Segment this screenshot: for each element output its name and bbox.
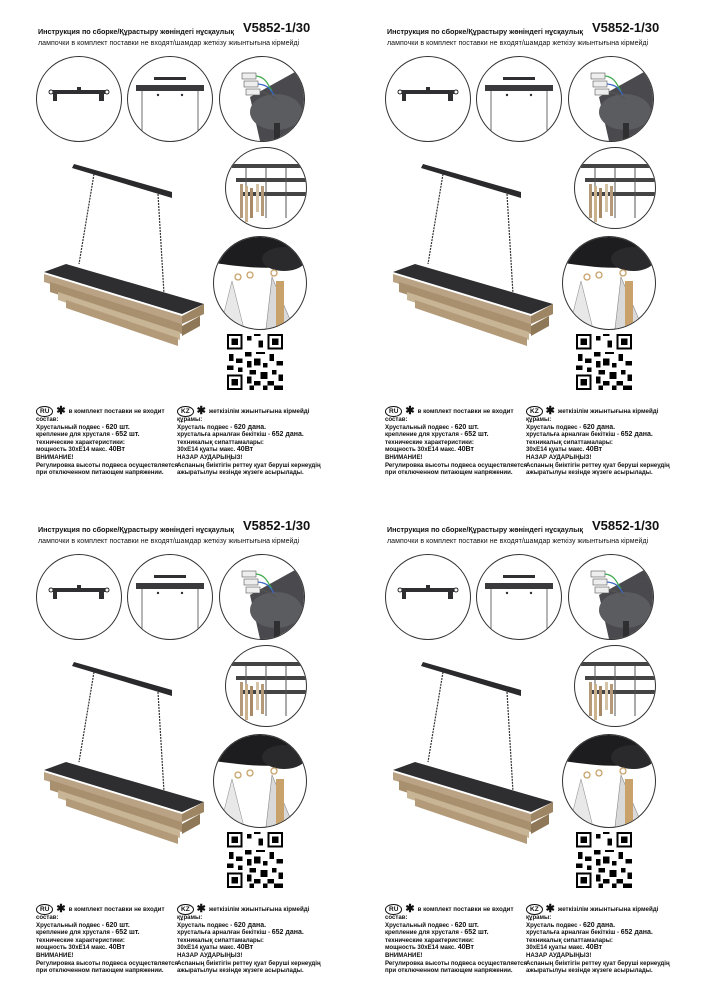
spec-line: крепление для хрусталя - 652 шт. [385, 929, 489, 937]
spec-line: состав: [385, 416, 408, 423]
spec-line: при отключенном питающем напряжении. [36, 469, 164, 477]
wiring-illustration [219, 554, 305, 640]
wiring-icon [220, 555, 304, 639]
model-number: V5852-1/30 [592, 518, 660, 533]
ru-specs [36, 416, 178, 477]
spec-line: технические характеристики: [385, 438, 474, 446]
kz-note-text: жеткізілім жиынтығына кірмейді [208, 906, 310, 913]
ru-note-text: в комплект поставки не входит [417, 408, 514, 415]
subtitle: лампочки в комплект поставки не входят/шамдар жеткізу жиынтығына кірмейді [38, 538, 300, 545]
spec-line: техникалық сипаттамалары: [526, 438, 613, 446]
title: Инструкция по сборке/Құрастыру жөніндегі нұсқаулық [38, 525, 234, 534]
kz-note-text: жеткізілім жиынтығына кірмейді [557, 408, 659, 415]
ceiling-plate-illustration [127, 56, 213, 142]
spec-line: құрамы: [526, 416, 552, 423]
spec-line: Регулировка высоты подвеса осуществляется [36, 461, 179, 469]
hook-detail-icon [563, 735, 655, 827]
subtitle: лампочки в комплект поставки не входят/шамдар жеткізу жиынтығына кірмейді [387, 40, 649, 47]
qr-code-icon [576, 832, 632, 888]
spec-line: 30хЕ14 қуаты макс. 40Вт [526, 446, 603, 454]
spec-line: Аспаның биіктігін реттеу қуат беруші кернеудің [177, 461, 321, 469]
chandelier-illustration [32, 652, 212, 848]
asterisk-icon: ✱ [545, 405, 555, 417]
chandelier-illustration [381, 652, 561, 848]
spec-line: крепление для хрусталя - 652 шт. [36, 431, 140, 439]
instruction-sheet [363, 14, 703, 504]
subtitle: лампочки в комплект поставки не входят/шамдар жеткізу жиынтығына кірмейді [38, 40, 300, 47]
spec-line: Регулировка высоты подвеса осуществляется [385, 959, 528, 967]
spec-line: ажыратылуы кезінде жүзеге асырылады. [526, 469, 653, 477]
spec-line: ажыратылуы кезінде жүзеге асырылады. [177, 967, 304, 975]
wiring-icon [569, 57, 653, 141]
model-number: V5852-1/30 [243, 518, 311, 533]
mounting-bar-icon [37, 57, 121, 141]
mounting-bar-icon [386, 555, 470, 639]
spec-line: Хрусталь подвес - 620 дана. [177, 921, 267, 929]
spec-line: состав: [36, 914, 59, 921]
spec-line: Хрусталь подвес - 620 дана. [526, 921, 616, 929]
spec-line: 30хЕ14 қуаты макс. 40Вт [177, 944, 254, 952]
spec-line: хрустальға арналған бекіткіш - 652 дана. [526, 431, 653, 439]
spec-line: состав: [36, 416, 59, 423]
spec-line: 30хЕ14 қуаты макс. 40Вт [526, 944, 603, 952]
spec-line: техникалық сипаттамалары: [177, 438, 264, 446]
wiring-icon [569, 555, 653, 639]
spec-line: мощность 30хЕ14 макс. 40Вт [36, 944, 125, 952]
spec-line: мощность 30хЕ14 макс. 40Вт [385, 944, 474, 952]
ru-note-text: в комплект поставки не входит [417, 906, 514, 913]
mounting-bar-illustration [36, 554, 122, 640]
spec-line: состав: [385, 914, 408, 921]
mounting-bar-illustration [385, 56, 471, 142]
ru-specs [385, 914, 527, 975]
spec-line: хрустальға арналған бекіткіш - 652 дана. [526, 929, 653, 937]
crystal-frame-icon [575, 148, 655, 228]
wiring-illustration [568, 56, 654, 142]
kz-note-text: жеткізілім жиынтығына кірмейді [557, 906, 659, 913]
instruction-sheet [363, 512, 703, 1002]
hook-detail-illustration [562, 236, 656, 330]
asterisk-icon: ✱ [405, 405, 415, 417]
ru-badge: RU [385, 904, 402, 915]
asterisk-icon: ✱ [196, 903, 206, 915]
spec-line: ВНИМАНИЕ! [385, 951, 423, 959]
spec-line: технические характеристики: [36, 438, 125, 446]
spec-line: ажыратылуы кезінде жүзеге асырылады. [177, 469, 304, 477]
spec-line: при отключенном питающем напряжении. [385, 967, 513, 975]
wiring-icon [220, 57, 304, 141]
spec-line: ВНИМАНИЕ! [385, 453, 423, 461]
qr-code-icon [227, 832, 283, 888]
spec-line: Хрусталь подвес - 620 дана. [526, 423, 616, 431]
wiring-illustration [568, 554, 654, 640]
ceiling-plate-illustration [476, 56, 562, 142]
hook-detail-illustration [562, 734, 656, 828]
crystal-frame-illustration [225, 645, 307, 727]
spec-line: НАЗАР АУДАРЫҢЫЗ! [177, 453, 243, 461]
crystal-frame-illustration [225, 147, 307, 229]
title: Инструкция по сборке/Құрастыру жөніндегі нұсқаулық [38, 27, 234, 36]
title: Инструкция по сборке/Құрастыру жөніндегі нұсқаулық [387, 27, 583, 36]
spec-line: ВНИМАНИЕ! [36, 951, 74, 959]
spec-line: крепление для хрусталя - 652 шт. [385, 431, 489, 439]
ceiling-plate-icon [128, 555, 212, 639]
spec-line: крепление для хрусталя - 652 шт. [36, 929, 140, 937]
kz-badge: KZ [526, 406, 543, 417]
kz-specs [526, 914, 670, 975]
spec-line: ВНИМАНИЕ! [36, 453, 74, 461]
spec-line: Хрустальный подвес - 620 шт. [385, 921, 479, 929]
spec-line: Аспаның биіктігін реттеу қуат беруші кернеудің [526, 461, 670, 469]
asterisk-icon: ✱ [56, 405, 66, 417]
spec-line: құрамы: [526, 914, 552, 921]
spec-line: құрамы: [177, 914, 203, 921]
spec-line: хрустальға арналған бекіткіш - 652 дана. [177, 929, 304, 937]
spec-line: Хрустальный подвес - 620 шт. [36, 423, 130, 431]
spec-line: НАЗАР АУДАРЫҢЫЗ! [177, 951, 243, 959]
kz-badge: KZ [526, 904, 543, 915]
crystal-frame-illustration [574, 645, 656, 727]
asterisk-icon: ✱ [405, 903, 415, 915]
ceiling-plate-illustration [127, 554, 213, 640]
hook-detail-icon [214, 735, 306, 827]
spec-line: Аспаның биіктігін реттеу қуат беруші кернеудің [177, 959, 321, 967]
spec-line: при отключенном питающем напряжении. [385, 469, 513, 477]
spec-line: НАЗАР АУДАРЫҢЫЗ! [526, 951, 592, 959]
spec-line: НАЗАР АУДАРЫҢЫЗ! [526, 453, 592, 461]
spec-line: құрамы: [177, 416, 203, 423]
hook-detail-illustration [213, 734, 307, 828]
hook-detail-icon [214, 237, 306, 329]
mounting-bar-illustration [385, 554, 471, 640]
ceiling-plate-icon [477, 57, 561, 141]
spec-line: мощность 30хЕ14 макс. 40Вт [385, 446, 474, 454]
model-number: V5852-1/30 [592, 20, 660, 35]
ceiling-plate-illustration [476, 554, 562, 640]
ru-badge: RU [385, 406, 402, 417]
subtitle: лампочки в комплект поставки не входят/шамдар жеткізу жиынтығына кірмейді [387, 538, 649, 545]
hook-detail-icon [563, 237, 655, 329]
model-number: V5852-1/30 [243, 20, 311, 35]
kz-specs [177, 416, 321, 477]
spec-line: технические характеристики: [36, 936, 125, 944]
hook-detail-illustration [213, 236, 307, 330]
qr-code-icon [576, 334, 632, 390]
spec-line: хрустальға арналған бекіткіш - 652 дана. [177, 431, 304, 439]
ceiling-plate-icon [128, 57, 212, 141]
spec-line: Хрусталь подвес - 620 дана. [177, 423, 267, 431]
ru-badge: RU [36, 904, 53, 915]
asterisk-icon: ✱ [56, 903, 66, 915]
spec-line: Хрустальный подвес - 620 шт. [385, 423, 479, 431]
spec-line: мощность 30хЕ14 макс. 40Вт [36, 446, 125, 454]
chandelier-illustration [381, 154, 561, 350]
spec-line: Регулировка высоты подвеса осуществляется [36, 959, 179, 967]
ru-specs [385, 416, 527, 477]
instruction-sheet [14, 512, 354, 1002]
asterisk-icon: ✱ [196, 405, 206, 417]
ru-badge: RU [36, 406, 53, 417]
kz-specs [177, 914, 321, 975]
asterisk-icon: ✱ [545, 903, 555, 915]
spec-line: ажыратылуы кезінде жүзеге асырылады. [526, 967, 653, 975]
chandelier-illustration [32, 154, 212, 350]
spec-line: техникалық сипаттамалары: [526, 936, 613, 944]
mounting-bar-icon [37, 555, 121, 639]
ru-note-text: в комплект поставки не входит [68, 906, 165, 913]
crystal-frame-icon [575, 646, 655, 726]
mounting-bar-illustration [36, 56, 122, 142]
ru-specs [36, 914, 178, 975]
title: Инструкция по сборке/Құрастыру жөніндегі нұсқаулық [387, 525, 583, 534]
kz-specs [526, 416, 670, 477]
kz-badge: KZ [177, 406, 194, 417]
mounting-bar-icon [386, 57, 470, 141]
spec-line: 30хЕ14 қуаты макс. 40Вт [177, 446, 254, 454]
ceiling-plate-icon [477, 555, 561, 639]
spec-line: при отключенном питающем напряжении. [36, 967, 164, 975]
spec-line: Регулировка высоты подвеса осуществляется [385, 461, 528, 469]
spec-line: Аспаның биіктігін реттеу қуат беруші кернеудің [526, 959, 670, 967]
kz-badge: KZ [177, 904, 194, 915]
qr-code-icon [227, 334, 283, 390]
crystal-frame-illustration [574, 147, 656, 229]
instruction-sheet [14, 14, 354, 504]
spec-line: Хрустальный подвес - 620 шт. [36, 921, 130, 929]
spec-line: технические характеристики: [385, 936, 474, 944]
crystal-frame-icon [226, 148, 306, 228]
ru-note-text: в комплект поставки не входит [68, 408, 165, 415]
wiring-illustration [219, 56, 305, 142]
spec-line: техникалық сипаттамалары: [177, 936, 264, 944]
crystal-frame-icon [226, 646, 306, 726]
kz-note-text: жеткізілім жиынтығына кірмейді [208, 408, 310, 415]
